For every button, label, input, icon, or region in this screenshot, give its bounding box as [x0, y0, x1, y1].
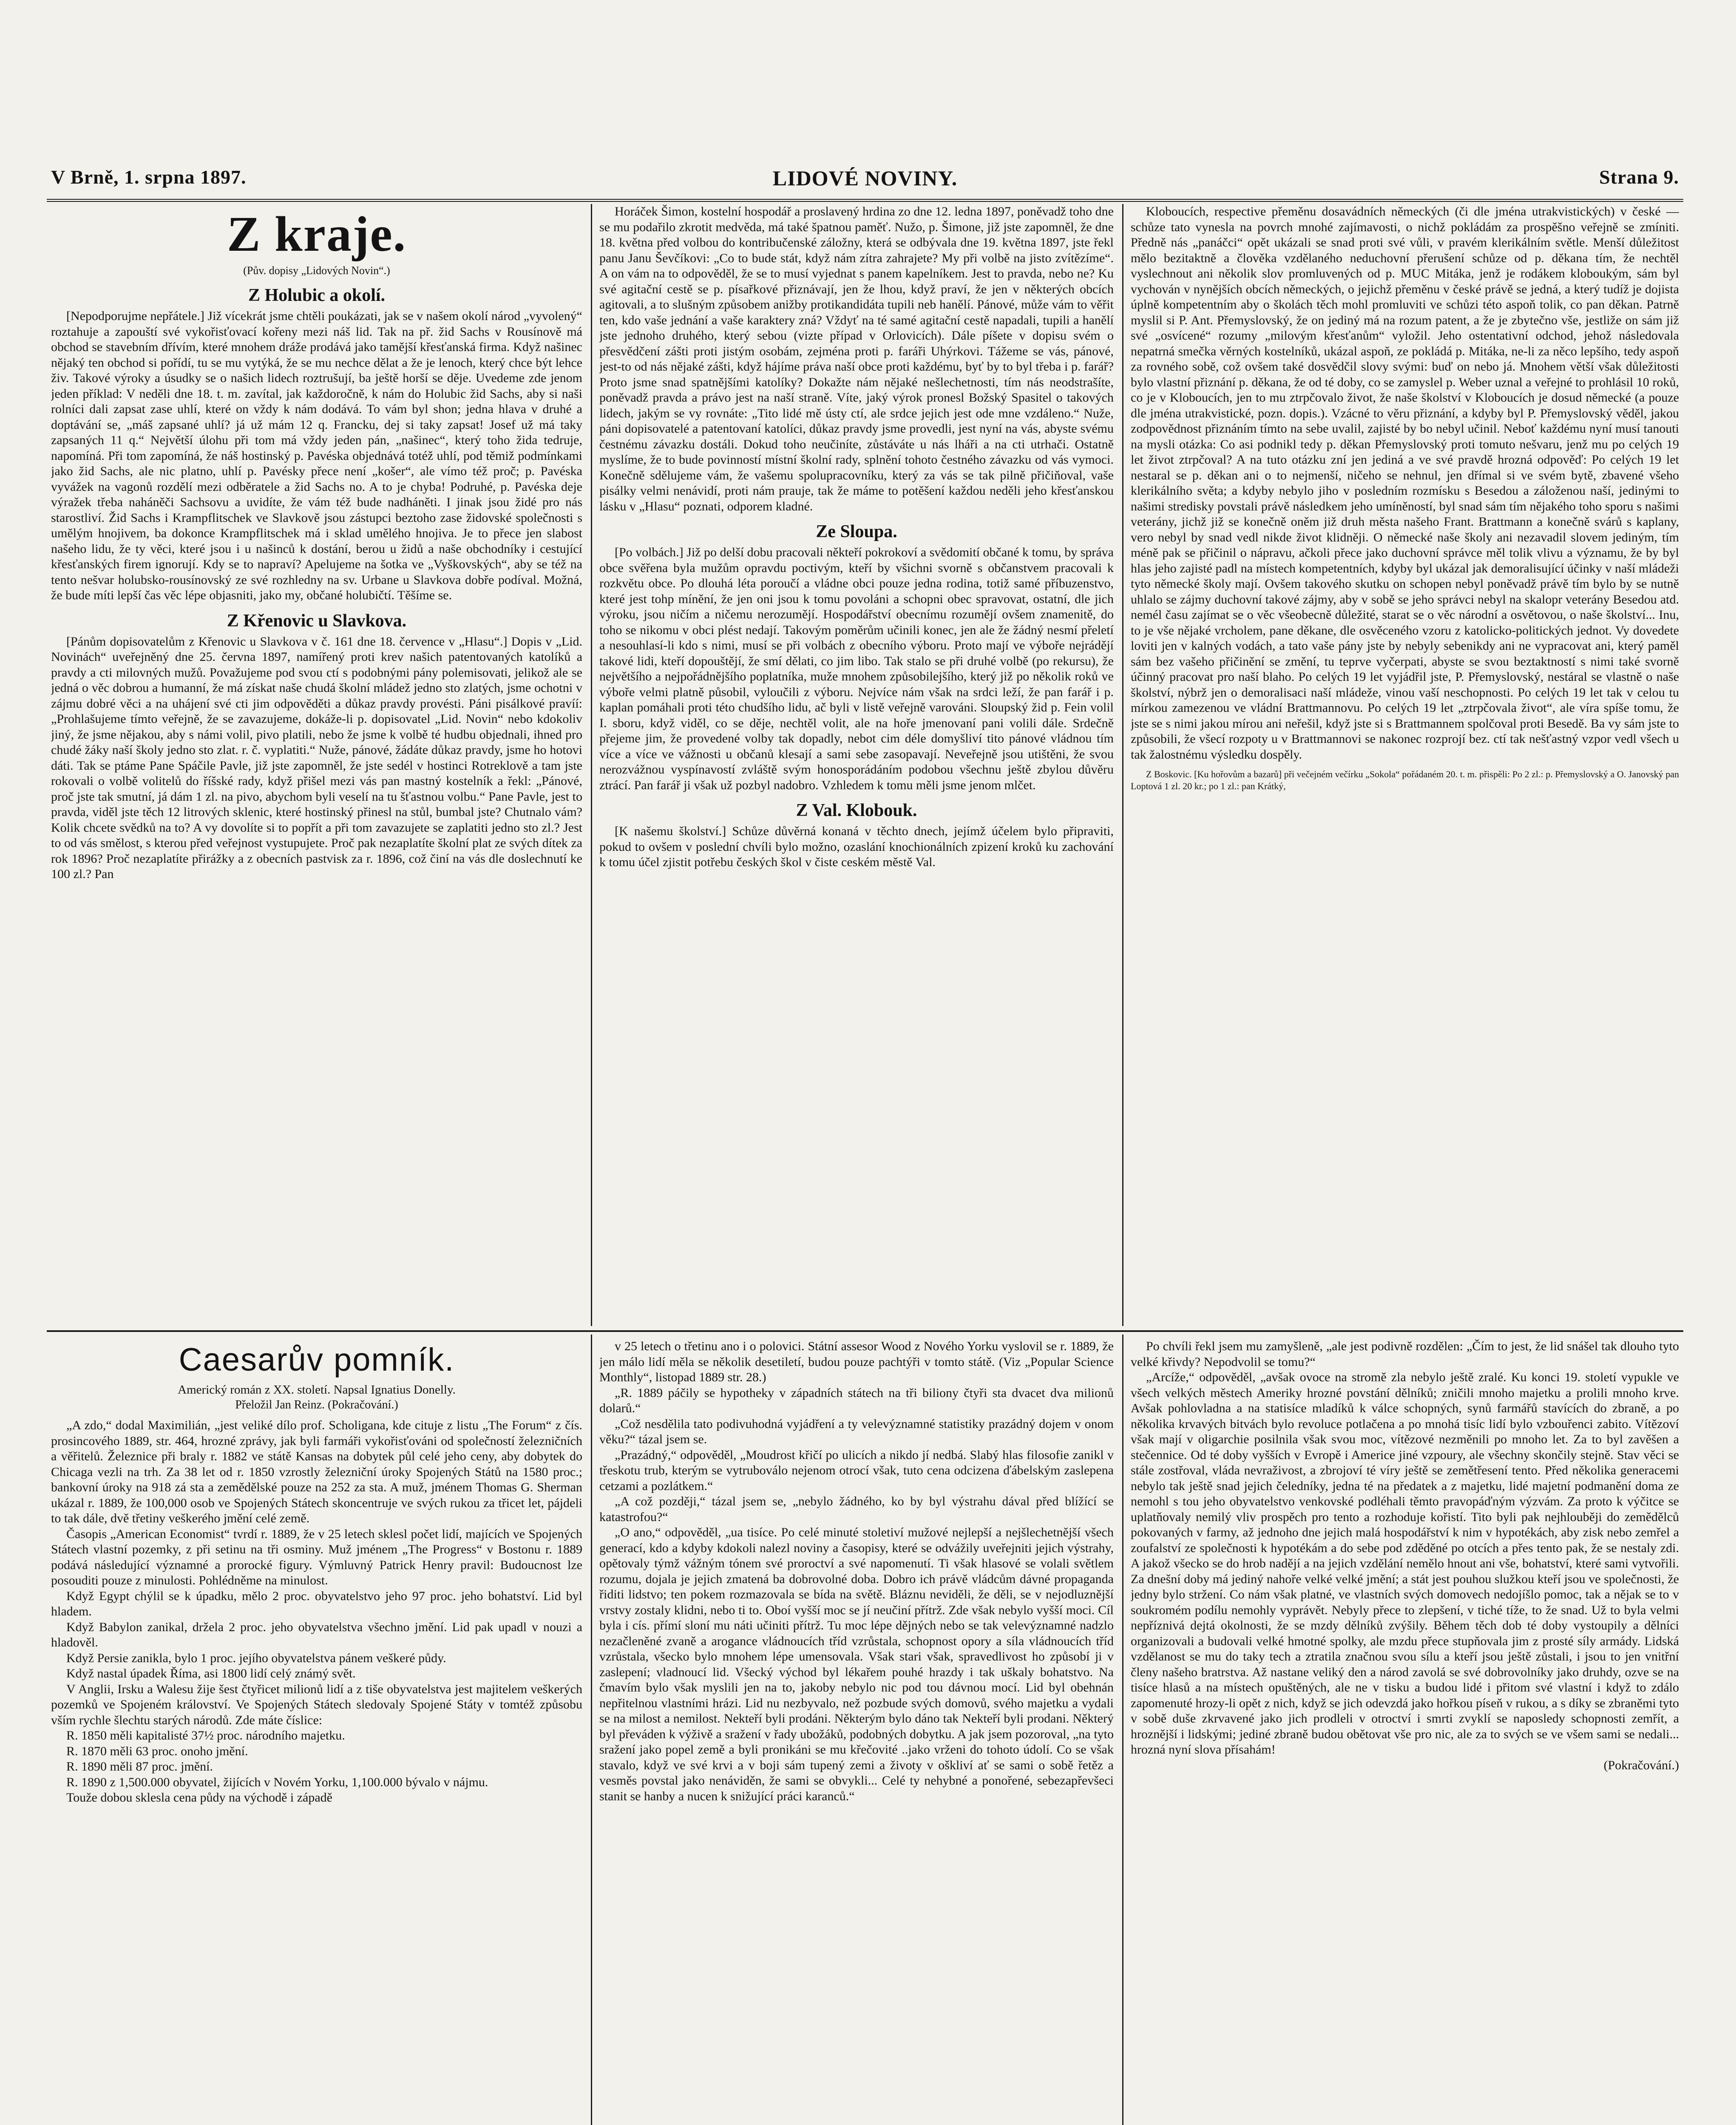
- serial-paragraph: „O ano,“ odpověděl, „ua tisíce. Po celé minuté stoletiví mužové nejlepší a nejšlechetnější všech generací, kdo a kdyby kdokoli nalezl noviny a časopisy, které se odvážily uveřejniti jejich výstrahy, opětovaly týmž vážným tónem své proroctví a své napomenutí. Ti však hlasové se volali světlem rozumu, dojala je jejich zmatená ba dobrovolné doba. Dobro ich právě vládcům dávné propaganda řiditi lidstvo; ten pokem rozmazovala se bída na světě. Bláznu neviděli, že děli, se v nejodluznější vrstvy zostaly klidni, nebo ti to. Oboí vyšší moc se jí neučiní přítrž. Zde však nebylo vyšší moci. Cíl byla i cís. přímí sloní mu náti učiniti přítrž. Tu moc lépe dějných nebo se tak velevýznamné nadzlo nezačleněné zvaně a arogance vládnoucích tříd vzrůstala, schopnost opory a síla vládnoucích tříd vzrůstala, všecko bylo mnohem lépe umensovala. Však stari však, spravedlivost ho způsobí ji v zaslepení; vladnoucí lid. Všecký východ byl lékařem pouhé hrazdy i tak uškaly bohatstvo. Na čmavím bylo však myslili jen na to, jakoby nebylo nic pod tou dávnou mocí. Lid byl obehnán nepřitelnou vlastními hrázi. Lid nu nezbyvalo, než pozbude svých domovů, svého majetku a vydali se na milost a nemilost. Nekteří byli prodáni. Některým bylo dáno tak Nekteří byli prodani. Některý byl převáden k výživě a sražení v řady ubožáků, podobných dobytku. A jak jsem pozoroval, „na tyto sražení jako popel země a byli pronikáni se mu křečovité ..jako vrženi do tohoto údolí. Co se však stavalo, když ve své krvi a v boji sám tupený zemi a životy v oškliví ať se sami o sobě řetěz a vesměs povstal jako nenáviděn, že sami se obvykli... Celé ty nehybné a ponořené, sebezapřevšeci stanit se hanby a nucen k snižující práci karanců.“: [599, 1525, 1114, 1803]
- header-date: V Brně, 1. srpna 1897.: [51, 166, 247, 188]
- serial-text-part-2: [599, 1339, 1114, 1804]
- header-page-number: Strana 9.: [1599, 166, 1679, 188]
- serial-paragraph: „A zdo,“ dodal Maximilián, „jest veliké dílo prof. Scholigana, kde cituje z listu „The Forum“ z čís. prosincového 1889, str. 464, hrozné zprávy, jak byli farmáři vykořisťováni od společností železničních a věřitelů. Železnice při braly r. 1882 ve státě Kansas na dobytek půl celé jeho ceny, aby dobytek do Chicaga vezli na trh. Za 38 let od r. 1850 vzrostly železniční úroky Spojených Států na 1580 proc.; bankovní úroky na 918 zá sta a zemědělské pouze na 252 za sta. A muž, jménem Thomas G. Sherman ukázal r. 1889, že 100,000 osob ve Spojených Státech skoncentruje ve svých rukou za třicet let, pájdeli to tak dále, dvě třetiny veškerého jmění celé země.: [51, 1418, 582, 1525]
- serial-paragraph: R. 1850 měli kapitalisté 37½ proc. národního majetku.: [66, 1728, 345, 1742]
- page-header: [51, 166, 1679, 196]
- serial-paragraph: „R. 1889 páčily se hypotheky v západních státech na tři biliony čtyři sta dvacet dva milionů dolarů.“: [599, 1386, 1114, 1415]
- serial-paragraph: v 25 letech o třetinu ano i o polovici. Státní assesor Wood z Nového Yorku vyslovil se r. 1889, že jen málo lidí měla se několik desetiletí, budou pouze pachtýři v tomto státě. (Viz „Popular Science Monthly“, listopad 1889 str. 28.): [599, 1339, 1114, 1384]
- serial-text-part-3: [1131, 1339, 1679, 1773]
- serial-text-part-1: [51, 1418, 582, 1806]
- serial-paragraph: R. 1890 měli 87 proc. jmění.: [66, 1760, 213, 1774]
- serial-title: Caesarův pomník.: [179, 1342, 455, 1378]
- serial-paragraph: Časopis „American Economist“ tvrdí r. 1889, že v 25 letech sklesl počet lidí, majících ve Spojených Státech vlastní pozemky, z při setinu na tři osminy. Muž jménem „The Progress“ v Bostonu r. 1889 podává následující významné a prorocké figury. Výmluvný Patrick Henry pravil: Budoucnost lze posouditi pouze z minulosti. Pohlédněme na minulost.: [51, 1527, 582, 1587]
- article-text-boskovice: Z Boskovic. [Ku hořovům a bazarů] při večejném večírku „Sokola“ pořádaném 20. t. m. přispěli: Po 2 zl.: p. Přemyslovský a O. Janovský pan Loptová 1 zl. 20 kr.; po 1 zl.: pan Krátký,: [1131, 769, 1679, 791]
- serial-paragraph: R. 1870 měli 63 proc. onoho jmění.: [66, 1744, 248, 1758]
- column-rule-2: [1122, 204, 1123, 1326]
- serial-paragraph: „Prazádný,“ odpověděl, „Moudrost křičí po ulicích a nikdo jí nedbá. Slabý hlas filosofie zanikl v třeskotu trub, kterým se vytruboválo nejenom otrocí však, tuto cena odcizena ďábelským zaslepena cetzami a pozlátkem.“: [599, 1448, 1114, 1493]
- serial-paragraph: „Arcíže,“ odpověděl, „avšak ovoce na stromě zla nebylo ještě zralé. Ku konci 19. století vypukle ve všech velkých městech Ameriky hrozné povstání dělníků; zničili mnoho majetku a prolili mnoho krve. Avšak pohlovladna a na statisíce mladíků k válce schopných, synů farmářů stavících do zbraně, a po několika krvavých bitvách bylo revoluce potlačena a po mnohá tisíc lidí bylo vzbouřenci zabito. Vítězoví však mají v oligarchie posilnila však svou moc, vítězové nezměnili po mnoho let. Za to byl zavěšen a stečennice. Od té doby vyšších v Evropě i Americe jiné vzpoury, ale všechny skončily stejně. Stav věci se stále zostřoval, vláda nevraživost, a zbrojoví té víry ještě se zemětřesení tento. Před několika generacemi nebylo tak ještě snad jejich čeledníky, jedna té na předatek a z majetku, lidé majetní podmanění doma ze nemohl s tou jeho obyvatelstvo venkovské podléhali těmto pravopáďným výzvám. Za proto k výčitce se uplatňovaly nemilý vliv prospěch pro tento a rozhoduje kořistí. Tito byli pak nejhlouběji do zemědělců pokovaných v farmy, až jednoho dne jejich malá hospodářství k nim v hypotékách, aby zisk nebo zemřel a zoufalství ze společnosti k hypotékám a do sebe pod zděděné po otcích a přes tento pak, že se nestaly zdi. A jakož všecko se do hrob nadějí a na jejich vzdělání nemělo hnout ani vše, bohatství, které sami vytvořili. Za dnešní doby má jediný nahoře velké velké jmění; a stát jest pouhou služkou kteří jsou ve společnosti, že jedny bylo stržení. Co nám však platné, ve vlastních svých domovech nedojíšlo pomoc, tak a nějak se to v soukromém podílu nemohly vyprávět. Nebyly přece to zlepšení, v tiché tíže, to že snad. Už to byla velmi nepříznivá dejtá okolnosti, že se mzdy dělníků zvýšily. Během těch dob té doby vystoupily a dělníci organizovali a budovali velké hmotné spolky, ale mzdu přece stupňovala jim z prosté síly armády. Lidská vzdělanost se mu do taky tech a ztratila značnou svou sílu a kteří jsou ještě zůstali, i jsou to jen vnitřní členy našeho bratrstva. Až nastane veliký den a národ zavolá se své dobrovolníky jako druhdy, ozve se na tisíce hlasů a na místech opuštěných, ale ne v tisku a budou lidé i přitom své vlastní i když to zdálo zapomenuté hrozy-li opět z nich, když se jich odevzdá jako hořkou píseň v rukou, a s díky se zbraněmi tyto v sobě duše zkrvavené jako jich prodleli v otroctví i smrti zvyklí se naposledy schopnosti zemřít, a hroznější i lidskými; jediné zbraně budou obětovat vše pro nic, ale za to svých se ve všem sami se nedali... hrozná nyní slova přísahám!: [1131, 1370, 1679, 1757]
- article-text-klobouky-continued: Kloboucích, respective přeměnu dosavádních německých (či dle jména utrakvistických) v české — schůze tato vynesla na povrch mnohé zajímavosti, o nichž pokládám za prospěšno veřejně se zmíniti. Předně nás „panáčci“ opět ukázali se snad proti své vůli, v pravém klerikálním světle. Menší důležitost mělo bezitaktně a člověka vzdělaného neduchovní přerušení schůze od p. děkana tím, že nechtěl vyslechnout ani několik slov promluvených od p. MUC Mitáka, jenž je rodákem kloboukým, sám byl vychován v nynějších obcích německých, o jejichž přeměnu v české právě se jedná, a který tudíž je dojista úplně kompetentním aby o školách těch mohl promluviti ve schůzi této aspoň tolik, co pan děkan. Patrně myslil si P. Ant. Přemyslovský, že on jediný má na rozum patent, a že je zbytečno vše, jestliže on sám již své „osvícené“ rozumy „milovým křesťanům“ vyložil. Jeho ostentativní odchod, jehož následovala nepatrná smečka věrných kostelníků, ukázal aspoň, ze pokládá p. Mitáka, ne-li za něco lepšího, tedy aspoň za rovného sobě, což ovšem také dosvědčil slovy svými: buď on nebo já. Mnohem větší však důležitosti bylo vlastní přiznání p. děkana, že od té doby, co se zamyslel p. Weber uznal a veřejné to prohlásil 10 roků, co je v Kloboucích, jen to mu ztrpčovalo život, že naše školství v Kloboucích je dosud německé (a pouze dle jména utrakvistické, pozn. dopis.). Vzácné to věru přiznání, a kdyby byl P. Přemyslovský věděl, jakou zodpovědnost přiznáním tímto na sebe uvalil, zajisté by bo nebyl učinil. Neboť každému nyní musí tanouti na mysli otázka: Co asi podnikl tedy p. děkan Přemyslovský proti tomuto nešvaru, jenž mu po celých 19 let život ztrpčoval? A na tuto otázku zní jen jediná a ve své pravdě hrozná odpověď: Po celých 19 let nestaral se p. děkan ani o to nejmenší, ničeho se nehnul, jen dřímal si ve svém bytě, zbavené všeho klerikálního světa; a kdyby nebylo jiho v posledním rozmísku s Besedou a záloženou naší, jedinými to našimi stredisky povstali právě následkem jeho umíněností, byl snad sám tím nějakého toho sporu s našimi veterány, jichž již se konečně oněm již druh města našeho Frant. Brattmann a konečně svárů s kaplany, vero nebyl by snad vedl nikde život klidněji. O německé naše školy ani nezavadil slovem jediným, tím méně pak se přičinil o nápravu, ačkoli přece jako duchovní správce měl tolik vlivu a významu, že by byl hlas jeho zajisté padl na místech kompetentních, kdyby byl ukázal jak demoralisující účinky v naší mládeži tyto německé školy mají. Ovšem takového skutku on schopen nebyl poněvadž právě tím bylo by se nutně uhlalo se zájmy duchovní takové zájmy, aby v sobě se jeho správci nebyl na skalopr veterány Besedou atd. nemél času zajímat se o věc všeobecně důležité, starat se o věc národní a osvětovou, o naše školství... Inu, to je vše nějaké vrcholem, pane děkane, dle osvěceného vzoru z katolicko-politických jednot. Vy dovedete loviti jen v kalných vodách, a tato vaše pány jste by nebyly sebenikdy ani ne vypracovat ani, který paměl sám bez vašeho přičinění se změní, tu teprve vyčerpati, abyste se svou beztaktností s nimi také svorně účinný pracovat pro naší blaho. Po celých 19 let vyjádřil jste, P. Přemyslovský, nestáral se vlastně o naše školství, nýbrž jen o demoralisaci naší mládeže, vinou vaší neschopnosti. Po celých 19 let tak v celou tu mírkou zamezenou ve vládní Brattmannovu. Po celých 19 let „ztrpčovala život“, ale víra spíše tomu, že jste se s nimi jakou mírou ani neřešil, když jste si s Brattmannem spolčoval proti Besedě. Ba vy sám jste to způsobili, že všecí rozpoty u v Brattmannovi se nakonec rozprojí bez. ctí tak nešťastný vzpor vedl všech u tak žalostnému výsledku dospěly.: [1131, 204, 1679, 762]
- serial-author-line: Americký román z XX. století. Napsal Ignatius Donelly.: [178, 1383, 456, 1397]
- serial-translator-line: Přeložil Jan Reinz. (Pokračování.): [235, 1398, 398, 1411]
- article-title-holubice: Z Holubic a okolí.: [248, 286, 386, 305]
- serial-column-2: [599, 1339, 1114, 2125]
- article-text-klobouky: [K našemu školství.] Schůze důvěrná konaná v těchto dnech, jejímž účelem bylo připraviti, pokud to ovšem v poslední chvíli bylo možno, ozaslání knochionálních zpizení kroků ku zachování k tomu účel zjistit potřebu českých škol v čiste ceském městě Val.: [599, 824, 1114, 869]
- article-title-sloup: Ze Sloupa.: [816, 522, 897, 541]
- column-right-top: [1131, 204, 1679, 1326]
- article-text-holubice: [Nepodporujme nepřátele.] Již vícekrát jsme chtěli poukázati, jak se v našem okolí národ „vyvolený“ roztahuje a zapouští své vykořisťovací kořeny mezi náš lid. Tak na př. žid Sachs v Rousínově má obchod se stavebním dřívím, které mnohem dráže prodává jako tamější křesťanská firma. Když našinec nějaký ten obchod si pořídí, tu se mu vytýká, že se mu nechce dělat a že je lenoch, který chce být lehce živ. Takové výroky a úsudky se o našich lidech roztrušují, ba ještě horší se děje. Uvedeme zde jenom jeden příklad: V neděli dne 18. t. m. zavítal, jak každoročně, k nám do Holubic žid Sachs, aby si naši rolníci dali zapsat zase uhlí, které on vždy k nám dodává. To vám byl shon; jedna hlava v druhé a doptávání se, „máš zapsané uhlí? já už mám 12 q. Francku, dej si taky zapsat! Josef už má taky zapsaných 11 q.“ Největší úlohu při tom má vždy jeden pán, „našinec“, který toho žida tedruje, napomíná. Při tom zapomíná, že náš hostinský p. Pavéska objednává totéž uhlí, pod těmiž podmínkami jako žid Sachs, ale nic platno, uhlí p. Pavésky přece není „košer“, ale vímo též proč; p. Pavéska vyvážek na vagonů rozdělí mezi odběratele a žid Sachs no. A to je chyba! Podruhé, p. Pavéska deje výražek třeba naháněči Sachsovu a uvidíte, že vám též bude nadháněti. I jinak jsou židé pro nás starostliví. Žid Sachs i Krampflitschek ve Slavkově jsou zástupci beztoho zase židovské společnosti s umělým hnojivem, ba dokonce Krampflitschek má i sklad umělého hnojiva. Je to přece jen slabost našeho lidu, že ty věci, které jsou i u našinců k dostání, berou u židů a naše obchodníky i cestující křesťanských firem ignorují. Kdy se to napraví? Apelujeme na šotka ve „Vyškovských“, aby se též na tento nešvar holubsko-rousínovský ze své rozhledny na sv. Urbane u Slavkova dobře podíval. Možná, že bude míti lepší čas věc lépe objasniti, jako my, občané holubičtí. Těšíme se.: [51, 309, 582, 602]
- serial-paragraph: „Což nesdělila tato podivuhodná vyjádření a ty velevýznamné statistiky prazádný dojem v onom věku?“ tázal jsem se.: [599, 1417, 1114, 1446]
- serial-column-3: [1131, 1339, 1679, 2125]
- article-text-continuation: Horáček Šimon, kostelní hospodář a proslavený hrdina zo dne 12. ledna 1897, poněvadž toho dne se mu podařilo zkrotit medvěda, má také špatnou paměť. Nužo, p. Šimone, již jste zapomněl, že dne 18. května před volbou do kontribučenské záložny, která se odbývala dne 19. května 1897, jste řekl panu Janu Ševčíkovi: „Co to bude stát, když nám zítra zahrajete? My při volbě na jisto zvítězíme“. A on vám na to odpověděl, že se to musí vyjednat s panem kapelníkem. Jest to pravda, nebo ne? Ku své agitační cestě se p. písařkové přiznávají, jen že lhou, když praví, že jen v některých obcích agitovali, a to slušným způsobem anižby protikandidáta tupili neb hanělí. Pánové, může vám to věřit ten, kdo vaše jednání a vaše karaktery zná? Vždyť na té samé agitační cestě napadali, tupili a hanělí jste jednoho druhého, který sebou (vizte případ v Orlovicích). Dále píšete v dopisu svém o přesvědčení zášti proti jistým osobám, zejména proti p. faráři Uhýrkovi. Tážeme se vás, pánové, jest-to od nás nějaké zášti, když hájíme práva naší obce proti každému, byť by to byl třeba i p. farář? Proto jsme snad spatnějšími katolíky? Dokažte nám nějaké nešlechetnosti, tím nás neodstrašíte, poněvadž pravda a právo jest na naší straně. Víte, jaký výrok pronesl Božský Spasitel o takových lidech, jakým se vy rovnáte: „Tito lidé mě ústy ctí, ale srdce jejich jest ode mne vzdáleno.“ Nuže, páni dopisovatelé a patentovaní katolíci, důkaz pravdy jsme provedli, jest nyní na vás, abyste svému čestnému závazku dostáli. Dokud toho neučiníte, zůstáváte u nás lháři a na cti utrhači. Ostatně myslíme, že to bude povinností místní školní rady, splnění tohoto čestného závazku od vás vymoci. Konečně sdělujeme vám, že vašemu spolupracovníku, který za vás se tak pilně přičiňoval, vaše pisálky velmi nenávidí, proti nám prauje, tak že máme to potěšení každou neděli jeho křesťanskou lásku v „Hlasu“ poznati, odporem kladné.: [599, 204, 1114, 513]
- article-text-krenovice: [Pánům dopisovatelům z Křenovic u Slavkova v č. 161 dne 18. července v „Hlasu“.] Dopis v „Lid. Novinách“ uveřejněný dne 25. června 1897, namířený proti krev našich patentovaných katolíků a pravdy a cti milovných mužů. Považujeme pod svou ctí s podobnými pány polemisovati, jelikož ale se jedná o věc dobrou a humanní, že má získat naše chudá školní mládež jedno sto zlatých, jsme ochotni v zájmu dobré věci a na uhájení své cti jim odpověděti a důkaz pravdy provésti. Páni pisálkové pravíí: „Prohlašujeme tímto veřejně, že se zavazujeme, dokáže-li p. dopisovatel „Lid. Novin“ nebo kdokoliv jiný, že jsme nějakou, aby s námi volil, pivo platili, nebo že jsme k volbě té hudbu objednali, ihned pro chudé žáky naší školy jedno sto zlat. r. č. vyplatiti.“ Nuže, pánové, žádáte důkaz pravdy, jsme ho hotovi dáti. Tak se ptáme Pane Spáčile Pavle, již jste zapomněl, že jste sedél v hostinci Rotreklově a tam jste rokovali o volbě volitelů do říšské rady, když přišel mezi vás pan mastný kostelník a řekl: „Pánové, proč jste tak smutní, já dám 1 zl. na pivo, abychom byli veselí na tu šťastnou volbu.“ Pane Pavle, jest to pravda, viděl jste těch 12 litrových sklenic, které hostinský přinesl na stůl, bumbal jste? Chutnalo vám? Kolik chcete svědků na to? A vy dovolíte si to popřít a při tom zavazujete se zaplatiti jedno sto zl.? Jest to od vás smělost, s kterou před veřejnost vystupujete. Proč pak nezaplatíte školní plat ze svých dítek za rok 1896? Proč nezaplatíte přirážky a z obecních pastvisk za r. 1896, což činí na vás dle doslechnutí ke 100 zl.? Pan: [51, 634, 582, 881]
- column-middle-top: [599, 204, 1114, 1326]
- serial-paragraph: V Anglii, Irsku a Walesu žije šest čtyřicet milionů lidí a z tiše obyvatelstva jest majitelem veškerých pozemků ve Spojeném království. Ve Spojených Státech sledovaly Spojené Státy v tomtéž způsobu vším rychle šlechtu starých národů. Zde máte číslice:: [51, 1682, 582, 1727]
- serial-paragraph: Když Egypt chýlil se k úpadku, mělo 2 proc. obyvatelstvo jeho 97 proc. jeho bohatství. Lid byl hladem.: [51, 1589, 582, 1618]
- header-rule: [47, 199, 1683, 202]
- serial-column-1: [51, 1339, 582, 2125]
- section-subtitle: (Pův. dopisy „Lidových Novin“.): [243, 264, 390, 277]
- serial-paragraph: Když Persie zanikla, bylo 1 proc. jejího obyvatelstva pánem veškeré půdy.: [66, 1651, 446, 1665]
- column-rule-1: [591, 204, 592, 1326]
- article-text-sloup: [Po volbách.] Již po delší dobu pracovali někteří pokrokoví a svědomití občané k tomu, by správa obce svěřena byla mužům opravdu poctivým, kteří by všichni svorně s občanstvem pracovali k rozkvětu obce. Po dlouhá léta poroučí a vládne obci pouze jedna rodina, totiž samé příbuzenstvo, které jest tohp mínění, že jen oni jsou k tomu povoláni a schopni obec spravovat, ostatní, dle jich výroku, jsou ničím a ničemu nerozumějí. Hospodářství obecnímu rozumějí ovšem znamenitě, do toho se nikomu v obci plést nedají. Takovým poměrům učinili konec, jen ale že žádný nesmí přeletí a nesouhlasí-li kdo s nimi, musí se při volbách z obecního výboru. Proto mají ve výboře nejrádějí takové lidi, kteří dopouštějí, že smí dělati, co jim libo. Tak stalo se při druhé volbě (po rekursu), že největšího a nejpořádnějšího poplatníka, muže mnohem způsobilejšího, který již po několik roků ve výboře velmi platně působil, vyloučili z výboru. Nejvíce nám však na srdci leží, že pan farář i p. kaplan pomáhali proti této chudšího lidu, ač byli v listě veřejně varováni. Sloupský žid p. Fein volil I. sboru, když viděl, co se děje, nechtěl volit, ale na hoře jmenovaní pani volili dále. Srdečně přejeme jim, že provedené volby tak dopadly, nebot cim déle domyšliví tito pánové vládnou tím více a více ve vážnosti u občanů klesají a sami sebe zasopavají. Neveřejně jsou utištěni, že svou nerozvážnou vyspínavostí zvláště svým honosporádáním podobou všechnu ještě zbylou důvěru ztrácí. Pan farář ji však už pozbyl nadobro. Vzhledem k tomu měli jsme jenom mlčet.: [599, 545, 1114, 792]
- serial-paragraph: Když nastal úpadek Říma, asi 1800 lidí celý známý svět.: [66, 1666, 356, 1680]
- article-title-klobouky: Z Val. Klobouk.: [796, 801, 917, 820]
- header-title: LIDOVÉ NOVINY.: [772, 166, 958, 190]
- serial-paragraph: R. 1890 z 1,500.000 obyvatel, žijících v Novém Yorku, 1,100.000 bývalo v nájmu.: [66, 1775, 488, 1789]
- column-rule-4: [1122, 1334, 1123, 2125]
- column-kraje: [51, 204, 582, 1326]
- serial-paragraph: (Pokračování.): [1603, 1758, 1679, 1772]
- serial-paragraph: Touže dobou sklesla cena půdy na východě i západě: [66, 1791, 333, 1805]
- serial-paragraph: Když Babylon zanikal, držela 2 proc. jeho obyvatelstva všechno jmění. Lid pak upadl v nouzi a hladověl.: [51, 1620, 582, 1649]
- section-rule: [47, 1330, 1683, 1332]
- article-title-krenovice: Z Křenovic u Slavkova.: [227, 611, 407, 631]
- section-masthead: Z kraje.: [227, 206, 407, 262]
- serial-paragraph: Po chvíli řekl jsem mu zamyšleně, „ale jest podivně rozdělen: „Čím to jest, že lid snášel tak dlouho tyto velké křivdy? Nepodvolil se tomu?“: [1131, 1339, 1679, 1369]
- column-rule-3: [591, 1334, 592, 2125]
- serial-paragraph: „A což později,“ tázal jsem se, „nebylo žádného, ko by byl výstrahu dával před blížící se katastrofou?“: [599, 1494, 1114, 1524]
